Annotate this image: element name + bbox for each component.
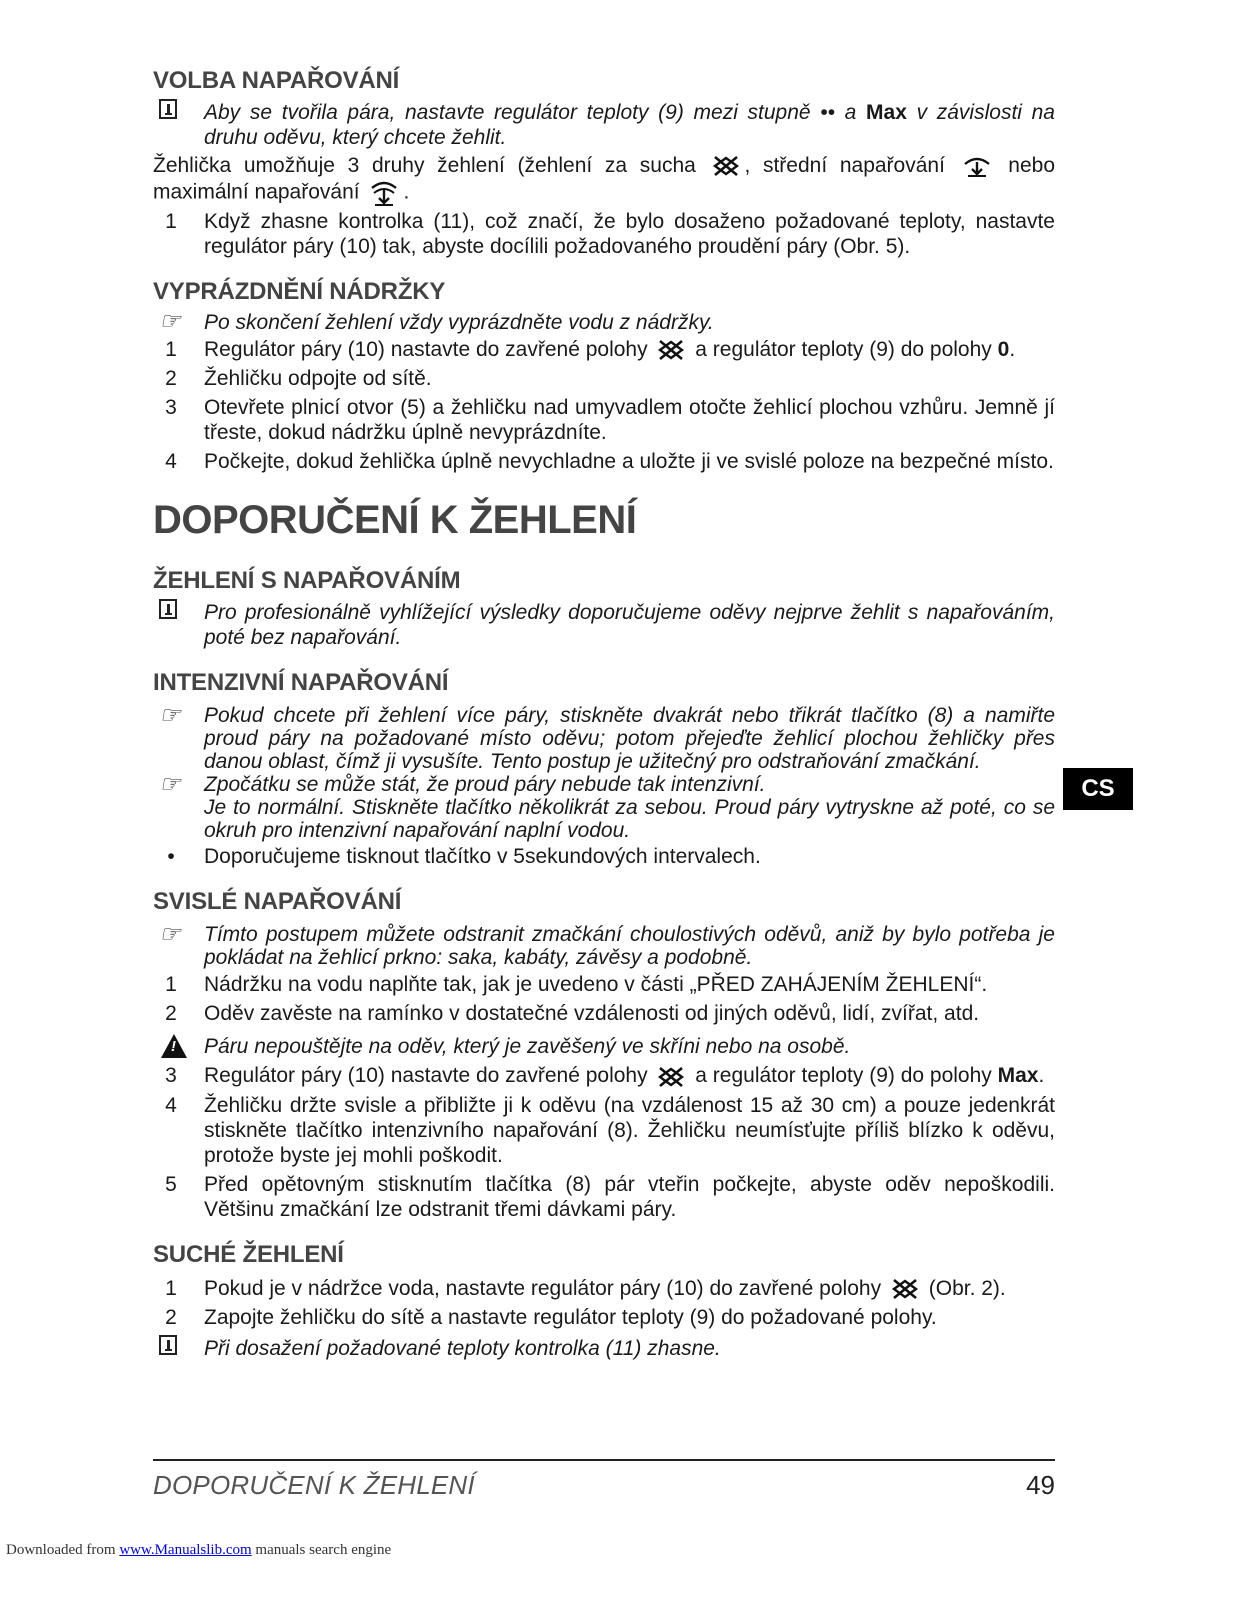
step-item: 1 Pokud je v nádržce voda, nastavte regulátor páry (10) do zavřené polohy (Obr. 2). [165,1276,1006,1300]
step-item: 4 Počkejte, dokud žehlička úplně nevychladne a uložte ji ve svislé poloze na bezpečné místo. [165,450,1054,474]
pointing-hand-icon: ☞ [159,702,181,730]
step-item: 3 Otevřete plnicí otvor (5) a žehličku nad umyvadlem otočte žehlicí plochou vzhůru. Jemně jí třeste, dokud nádržku úplně nevyprázdníte. [165,396,1055,445]
info-icon [153,600,203,626]
info-icon [153,1336,203,1362]
step-item: 5 Před opětovným stisknutím tlačítka (8) pár vteřin počkejte, abyste oděv nepoškodili. Většinu zmačkání lze odstranit třemi dávkami páry. [165,1172,1055,1221]
language-tab: CS [1063,768,1133,810]
tip-note: ☞ Pokud chcete při žehlení více páry, stiskněte dvakrát nebo třikrát tlačítko (8) a namiřte proud páry na požadované místo oděvu; potom přejeďte žehlicí plochou žehličky přes danou oblast, čímž ji vysušíte. Tento postup je užitečný pro odstraňování zmačkání. [153,704,1055,773]
step-item: 1 Nádržku na vodu naplňte tak, jak je uvedeno v části „PŘED ZAHÁJENÍM ŽEHLENÍ“. [165,973,988,997]
page-number: 49 [1026,1470,1055,1500]
section-heading-vyprazdneni: VYPRÁZDNĚNÍ NÁDRŽKY [153,278,446,305]
pointing-hand-icon: ☞ [159,771,181,799]
section-heading-volba: VOLBA NAPAŘOVÁNÍ [153,67,400,94]
info-icon [153,100,203,126]
tip-note: ☞ Zpočátku se může stát, že proud páry nebude tak intenzivní. Je to normální. Stiskněte tlačítko několikrát za sebou. Proud páry vytryskne až poté, co se okruh pro intenzivní napařování naplní vodou. [153,773,1055,842]
no-steam-icon [712,154,740,178]
step-item: 2 Oděv zavěste na ramínko v dostatečné vzdálenosti od jiných oděvů, lidí, zvířat, atd. [165,1002,980,1026]
max-steam-icon [369,179,399,207]
section-heading-intenzivni: INTENZIVNÍ NAPAŘOVÁNÍ [153,669,449,697]
step-item: 3 Regulátor páry (10) nastavte do zavřené polohy a regulátor teploty (9) do polohy Max. [165,1064,1045,1088]
step-item: 2 Žehličku odpojte od sítě. [165,367,432,391]
no-steam-icon [891,1277,919,1301]
paragraph: Žehlička umožňuje 3 druhy žehlení (žehlení za sucha , střední napařování nebo maximální napařování . [153,153,1055,207]
page-content [153,66,1055,1361]
pointing-hand-icon: ☞ [159,308,181,335]
download-note: Downloaded from www.Manualslib.com manuals search engine [6,1542,392,1558]
section-heading-suche: SUCHÉ ŽEHLENÍ [153,1240,344,1268]
step-item: 1 Regulátor páry (10) nastavte do zavřené polohy a regulátor teploty (9) do polohy 0. [165,338,1016,361]
footer-divider [153,1459,1055,1461]
info-note: Při dosažení požadované teploty kontrolka (11) zhasne. [153,1336,1055,1361]
tip-note: ☞ Po skončení žehlení vždy vyprázdněte vodu z nádržky. [153,310,1055,335]
info-note: Pro profesionálně vyhlížející výsledky doporučujeme oděvy nejprve žehlit s napařováním, poté bez napařování. [153,600,1055,650]
info-note: Aby se tvořila pára, nastavte regulátor teploty (9) mezi stupně •• a Max v závislosti na druhu oděvu, který chcete žehlit. [153,100,1055,150]
page-title: DOPORUČENÍ K ŽEHLENÍ [153,498,637,543]
step-item: 1 Když zhasne kontrolka (11), což značí, že bylo dosaženo požadované teploty, nastavte regulátor páry (10) tak, abyste docílili požadovaného proudění páry (Obr. 5). [165,210,1055,258]
tip-note: ☞ Tímto postupem můžete odstranit zmačkání choulostivých oděvů, aniž by bylo potřeba je pokládat na žehlicí prkno: saka, kabáty, závěsy a podobně. [153,923,1055,969]
step-item: 4 Žehličku držte svisle a přibližte ji k oděvu (na vzdálenost 15 až 30 cm) a pouze jedenkrát stiskněte tlačítko intenzivního napařování (8). Žehličku neumísťujte příliš blízko k oděvu, protože byste jej mohli poškodit. [165,1093,1055,1167]
bullet-item: • Doporučujeme tisknout tlačítko v 5sekundových intervalech. [167,845,761,869]
step-item: 2 Zapojte žehličku do sítě a nastavte regulátor teploty (9) do požadované polohy. [165,1306,937,1330]
no-steam-icon [657,338,685,362]
footer-title: DOPORUČENÍ K ŽEHLENÍ [153,1470,475,1500]
manualslib-link[interactable]: www.Manualslib.com [119,1542,252,1558]
section-heading-svisle: SVISLÉ NAPAŘOVÁNÍ [153,888,402,916]
section-heading-napar: ŽEHLENÍ S NAPAŘOVÁNÍM [153,567,461,595]
pointing-hand-icon: ☞ [159,921,181,949]
warning-note: ! Páru nepouštějte na oděv, který je zavěšený ve skříni nebo na osobě. [153,1034,1055,1059]
no-steam-icon [657,1065,685,1089]
medium-steam-icon [962,154,992,178]
warning-triangle-icon [153,1034,203,1064]
